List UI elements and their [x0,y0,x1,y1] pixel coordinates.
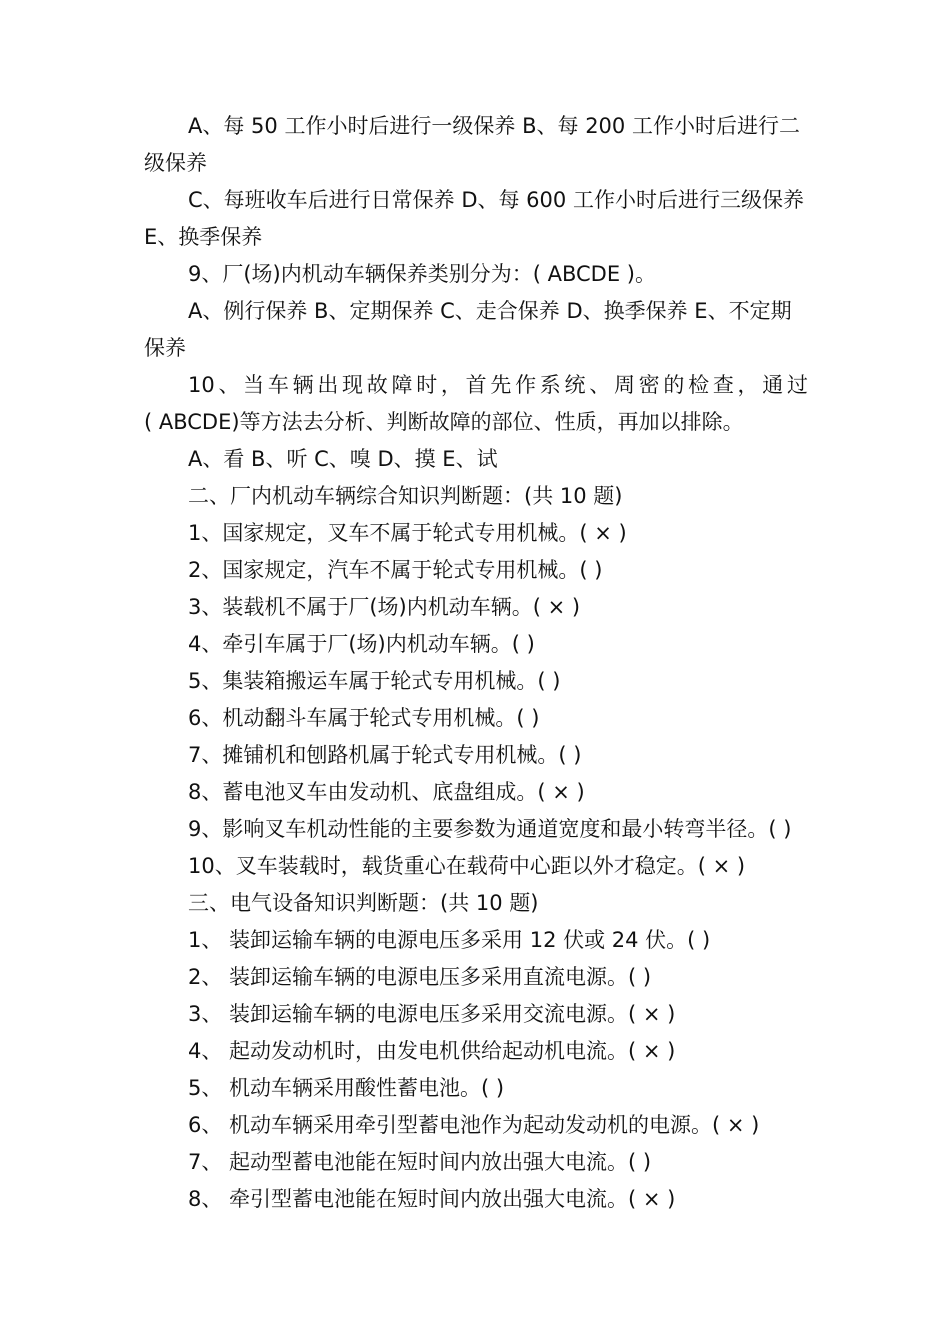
judgment-item: 2、 装卸运输车辆的电源电压多采用直流电源。( ) [188,965,652,989]
judgment-item: 4、 起动发动机时，由发电机供给起动机电流。( × ) [188,1039,676,1063]
question-10-options: A、看 B、听 C、嗅 D、摸 E、试 [188,447,498,471]
judgment-item: 5、 机动车辆采用酸性蓄电池。( ) [188,1076,505,1100]
judgment-item: 7、 起动型蓄电池能在短时间内放出强大电流。( ) [188,1150,652,1174]
judgment-item: 10、叉车装载时，载货重心在载荷中心距以外才稳定。( × ) [188,854,746,878]
question-9-options: A、例行保养 B、定期保养 C、走合保养 D、换季保养 E、不定期 [188,299,792,323]
question-10-continuation: ( ABCDE)等方法去分析、判断故障的部位、性质，再加以排除。 [144,410,744,434]
judgment-item: 1、 装卸运输车辆的电源电压多采用 12 伏或 24 伏。( ) [188,928,711,952]
judgment-item: 8、 牵引型蓄电池能在短时间内放出强大电流。( × ) [188,1187,676,1211]
judgment-item: 7、摊铺机和刨路机属于轮式专用机械。( ) [188,743,582,767]
judgment-item: 4、牵引车属于厂(场)内机动车辆。( ) [188,632,535,656]
document-body [144,108,808,1218]
judgment-item: 6、 机动车辆采用牵引型蓄电池作为起动发动机的电源。( × ) [188,1113,760,1137]
option-line-maintenance-intervals: A、每 50 工作小时后进行一级保养 B、每 200 工作小时后进行二 [188,114,800,138]
section-heading-vehicle-knowledge: 二、厂内机动车辆综合知识判断题：(共 10 题) [188,484,623,508]
judgment-item: 1、国家规定，叉车不属于轮式专用机械。( × ) [188,521,627,545]
question-9: 9、厂(场)内机动车辆保养类别分为：( ABCDE )。 [188,262,656,286]
option-line-seasonal: E、换季保养 [144,225,263,249]
judgment-item: 2、国家规定，汽车不属于轮式专用机械。( ) [188,558,603,582]
judgment-item: 8、蓄电池叉车由发动机、底盘组成。( × ) [188,780,585,804]
judgment-item: 5、集装箱搬运车属于轮式专用机械。( ) [188,669,561,693]
judgment-item: 6、机动翻斗车属于轮式专用机械。( ) [188,706,540,730]
section-heading-electrical-knowledge: 三、电气设备知识判断题：(共 10 题) [188,891,539,915]
question-9-options-continuation: 保养 [144,336,186,360]
question-10: 10、当车辆出现故障时，首先作系统、周密的检查，通过 [188,373,808,397]
judgment-item: 9、影响叉车机动性能的主要参数为通道宽度和最小转弯半径。( ) [188,817,792,841]
option-line-continuation: 级保养 [144,151,207,175]
option-line-daily-maintenance: C、每班收车后进行日常保养 D、每 600 工作小时后进行三级保养 [188,188,804,212]
judgment-item: 3、装载机不属于厂(场)内机动车辆。( × ) [188,595,581,619]
judgment-item: 3、 装卸运输车辆的电源电压多采用交流电源。( × ) [188,1002,676,1026]
